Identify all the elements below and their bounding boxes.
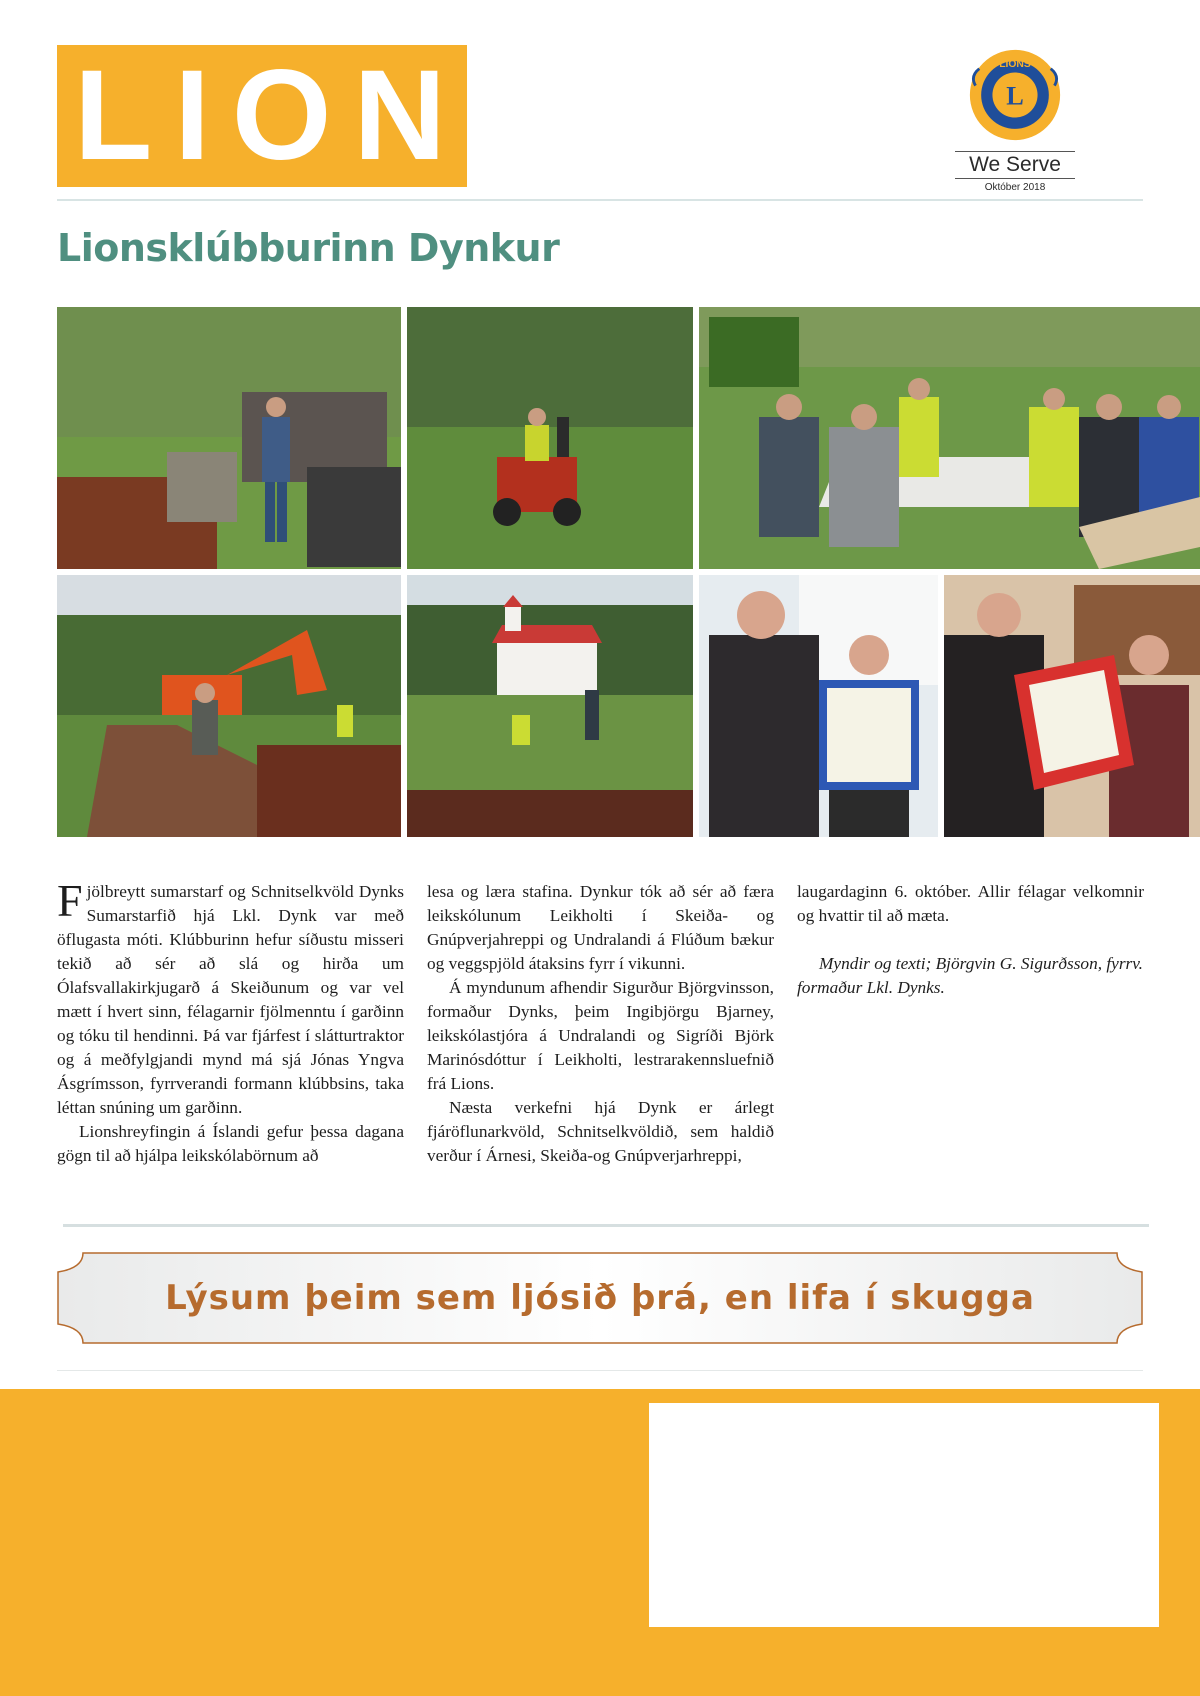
photo-poster-handover-2 xyxy=(944,575,1200,837)
article-paragraph: Fjölbreytt sumarstarf og Schnitselkvöld Dynks Sumarstarfið hjá Lkl. Dynk var með öflugasta móti. Klúbburinn hefur síðustu misseri tekið að sér að slá og hirða um Ólafsvallakirkjugarð á Skeiðunum og var vel mætt í hvert sinn, félagarnir fjölmenntu í garðinn og tóku til hendinni. Þá var fjárfest í slátturtraktor og á meðfylgjandi mynd má sjá Jónas Yngva Ásgrímsson, fyrrverandi formann klúbbsins, taka léttan snúning um garðinn. xyxy=(57,875,404,1117)
logo-motto: We Serve xyxy=(955,151,1075,179)
article-paragraph: lesa og læra stafina. Dynkur tók að sér að færa leikskólunum Leikholti í Skeiða- og Gnúpverjahreppi og Undralandi á Flúðum bækur og veggspjöld átaksins fyrr í vikunni. xyxy=(427,882,774,973)
drop-cap: F xyxy=(57,875,83,926)
photo-church-cemetery xyxy=(407,575,693,837)
slogan-text: Lýsum þeim sem ljósið þrá, en lifa í skugga xyxy=(165,1278,1035,1318)
footer-blank-box xyxy=(649,1403,1159,1627)
photo-lawn-tractor xyxy=(407,307,693,569)
photo-man-by-truck xyxy=(57,307,401,569)
article-paragraph: Næsta verkefni hjá Dynk er árlegt fjáröflunarkvöld, Schnitselkvöldið, sem haldið verður í Árnesi, Skeiða-og Gnúpverjarhreppi, xyxy=(427,1098,774,1165)
article-paragraph: Á myndunum afhendir Sigurður Björgvinsson, formaður Dynks, þeim Ingibjörgu Bjarney, leikskólastjóra á Undralandi og Sigríði Björk Marinósdóttur í Leikholti, lestrarakennsluefnið frá Lions. xyxy=(427,978,774,1093)
photo-credit: Myndir og texti; Björgvin G. Sigurðsson, fyrrv. formaður Lkl. Dynks. xyxy=(797,954,1143,997)
svg-text:LIONS: LIONS xyxy=(999,58,1031,70)
article-paragraph: laugardaginn 6. október. Allir félagar velkomnir og hvattir til að mæta. xyxy=(797,882,1144,925)
header-divider xyxy=(57,199,1143,201)
photo-poster-handover-1 xyxy=(699,575,938,837)
article-column-3 xyxy=(797,880,1144,1000)
lions-logo-block xyxy=(955,48,1075,193)
masthead-title: LION xyxy=(74,44,468,187)
svg-text:L: L xyxy=(1006,81,1024,111)
photo-group-picnic-table xyxy=(699,307,1200,569)
masthead-logo xyxy=(57,45,467,187)
section-divider xyxy=(63,1224,1149,1227)
article-column-2 xyxy=(427,880,774,1168)
lions-emblem-icon xyxy=(968,48,1062,142)
issue-date: Október 2018 xyxy=(984,182,1046,193)
article-paragraph: Lionshreyfingin á Íslandi gefur þessa dagana gögn til að hjálpa leikskólabörnum að xyxy=(57,1122,404,1165)
article-title: Lionsklúbburinn Dynkur xyxy=(57,226,560,270)
footer-divider xyxy=(57,1370,1143,1371)
article-column-1 xyxy=(57,875,404,1168)
photo-excavator xyxy=(57,575,401,837)
slogan-banner xyxy=(57,1252,1143,1344)
